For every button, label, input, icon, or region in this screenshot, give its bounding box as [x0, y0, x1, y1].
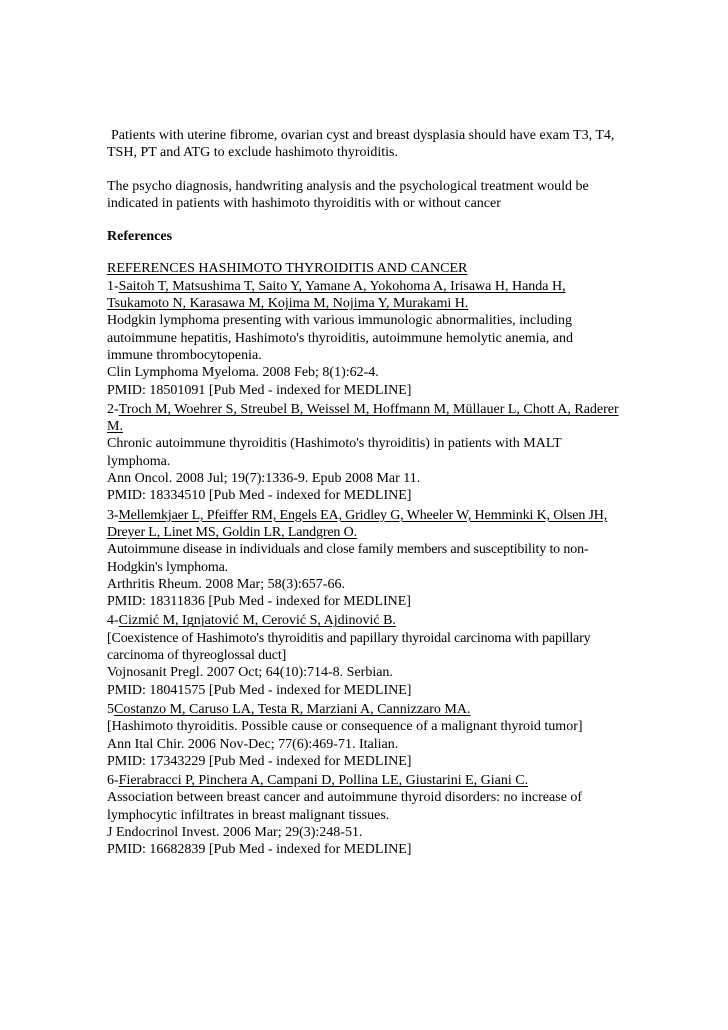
reference-citation: Ann Oncol. 2008 Jul; 19(7):1336-9. Epub 2008 Mar 11.: [107, 471, 421, 487]
reference-item-5: [107, 701, 619, 770]
references-heading: References: [107, 229, 173, 245]
reference-authors-link[interactable]: Cizmić M, Ignjatović M, Cerović S, Ajdinović B.: [118, 613, 396, 629]
reference-item-3: [107, 507, 619, 611]
reference-title: [Hashimoto thyroiditis. Possible cause or consequence of a malignant thyroid tumor]: [107, 719, 583, 735]
reference-title: Hodgkin lymphoma presenting with various immunologic abnormalities, including autoimmune hepatitis, Hashimoto's thyroiditis, autoimmune hemolytic anemia, and immune thrombocytopenia.: [107, 313, 573, 363]
intro-paragraph-1: Patients with uterine fibrome, ovarian cyst and breast dysplasia should have exam T3, T4, TSH, PT and ATG to exclude hashimoto thyroiditis.: [107, 128, 615, 161]
reference-pmid: PMID: 17343229 [Pub Med - indexed for MEDLINE]: [107, 753, 412, 769]
reference-item-6: [107, 772, 619, 858]
reference-number: 4-: [107, 613, 119, 629]
reference-pmid: PMID: 16682839 [Pub Med - indexed for MEDLINE]: [107, 842, 412, 858]
references-list-title: REFERENCES HASHIMOTO THYROIDITIS AND CANCER: [107, 261, 468, 277]
reference-citation: Vojnosanit Pregl. 2007 Oct; 64(10):714-8. Serbian.: [107, 665, 393, 681]
reference-authors-link[interactable]: Saitoh T, Matsushima T, Saito Y, Yamane A, Yokohoma A, Irisawa H, Handa H, Tsukamoto N, Karasawa M, Kojima M, Nojima Y, Murakami H.: [107, 278, 566, 312]
reference-number: 6-: [107, 773, 119, 789]
reference-authors-link[interactable]: Costanzo M, Caruso LA, Testa R, Marziani A, Cannizzaro MA.: [114, 701, 471, 717]
reference-citation: J Endocrinol Invest. 2006 Mar; 29(3):248-51.: [107, 824, 363, 840]
reference-item-4: [107, 612, 619, 698]
reference-authors-link[interactable]: Fierabracci P, Pinchera A, Campani D, Pollina LE, Giustarini E, Giani C.: [118, 773, 529, 789]
reference-authors-link[interactable]: Troch M, Woehrer S, Streubel B, Weissel M, Hoffmann M, Müllauer L, Chott A, Raderer M.: [107, 401, 619, 435]
reference-pmid: PMID: 18311836 [Pub Med - indexed for MEDLINE]: [107, 594, 411, 610]
reference-pmid: PMID: 18334510 [Pub Med - indexed for MEDLINE]: [107, 488, 412, 504]
reference-number: 5: [107, 701, 114, 717]
reference-pmid: PMID: 18041575 [Pub Med - indexed for MEDLINE]: [107, 682, 412, 698]
reference-citation: Clin Lymphoma Myeloma. 2008 Feb; 8(1):62-4.: [107, 365, 379, 381]
reference-title: [Coexistence of Hashimoto's thyroiditis and papillary thyroidal carcinoma with papillary carcinoma of thyreoglossal duct]: [107, 630, 591, 664]
reference-title: Chronic autoimmune thyroiditis (Hashimoto's thyroiditis) in patients with MALT lymphoma.: [107, 436, 562, 469]
document-page: [107, 127, 619, 861]
reference-title: Autoimmune disease in individuals and close family members and susceptibility to non-Hodgkin's lymphoma.: [107, 542, 589, 575]
reference-title: Association between breast cancer and autoimmune thyroid disorders: no increase of lymphocytic infiltrates in breast malignant tissues.: [107, 790, 583, 823]
reference-number: 3-: [107, 507, 119, 523]
reference-citation: Ann Ital Chir. 2006 Nov-Dec; 77(6):469-71. Italian.: [107, 736, 399, 752]
reference-citation: Arthritis Rheum. 2008 Mar; 58(3):657-66.: [107, 576, 345, 592]
reference-pmid: PMID: 18501091 [Pub Med - indexed for MEDLINE]: [107, 382, 412, 398]
references-list: [107, 260, 619, 858]
reference-item-2: [107, 401, 619, 505]
reference-item-1: [107, 278, 619, 399]
reference-number: 2-: [107, 401, 119, 417]
reference-authors-link[interactable]: Mellemkjaer L, Pfeiffer RM, Engels EA, Gridley G, Wheeler W, Hemminki K, Olsen JH, Dreyer L, Linet MS, Goldin LR, Landgren O.: [107, 507, 608, 540]
intro-paragraph-2: The psycho diagnosis, handwriting analysis and the psychological treatment would be indicated in patients with hashimoto thyroiditis with or without cancer: [107, 178, 589, 211]
reference-number: 1-: [107, 278, 119, 294]
